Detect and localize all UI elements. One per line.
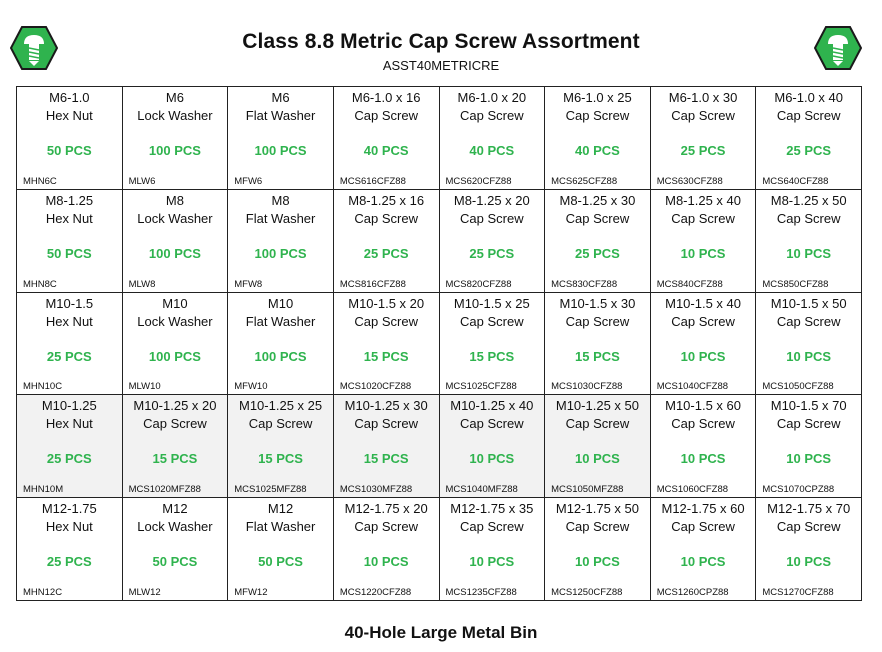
- cell-quantity: 10 PCS: [786, 451, 832, 467]
- cell-part-number: MFW12: [234, 587, 268, 598]
- bin-cell: [17, 395, 123, 498]
- cell-part-number: MCS1270CFZ88: [762, 587, 834, 598]
- cell-part-type: Cap Screw: [248, 416, 313, 432]
- cell-size: M8-1.25 x 30: [559, 192, 636, 208]
- cell-part-number: MHN10C: [23, 381, 63, 393]
- cell-size: M10-1.25: [41, 398, 97, 414]
- cell-part-number: MCS1030MFZ88: [339, 484, 413, 496]
- bin-cell: [334, 190, 440, 293]
- cell-quantity: 10 PCS: [469, 554, 515, 570]
- bin-cell: [440, 190, 546, 293]
- bin-cell: [17, 87, 123, 190]
- bin-cell: [651, 498, 757, 601]
- cell-part-type: Cap Screw: [354, 416, 418, 432]
- cell-part-type: Flat Washer: [245, 519, 316, 535]
- cell-part-number: MCS620CFZ88: [445, 175, 512, 187]
- cell-part-number: MCS1025CFZ88: [445, 381, 517, 393]
- cell-part-type: Cap Screw: [565, 108, 630, 123]
- cell-part-type: Cap Screw: [671, 416, 735, 432]
- cell-part-number: MCS1235CFZ88: [445, 587, 517, 598]
- assortment-code: ASST40METRICRE: [382, 58, 500, 73]
- bin-cell: [545, 395, 651, 498]
- cell-quantity: 25 PCS: [46, 348, 92, 364]
- cell-size: M10-1.5 x 50: [770, 295, 847, 311]
- bin-cell: [123, 87, 229, 190]
- cell-part-type: Cap Screw: [776, 519, 841, 535]
- cell-quantity: 15 PCS: [363, 348, 409, 364]
- cell-quantity: 25 PCS: [786, 143, 832, 158]
- cell-size: M10-1.25 x 40: [450, 398, 534, 414]
- cell-size: M8-1.25 x 50: [770, 192, 847, 208]
- cell-quantity: 25 PCS: [46, 451, 92, 467]
- cell-quantity: 100 PCS: [148, 348, 201, 364]
- bin-cell: [334, 87, 440, 190]
- bin-cell: [651, 293, 757, 396]
- cell-size: M6: [271, 90, 290, 105]
- cell-part-number: MLW6: [128, 175, 156, 187]
- cell-size: M10-1.25 x 30: [344, 398, 428, 414]
- cell-quantity: 100 PCS: [254, 348, 307, 364]
- bin-cell: [756, 395, 862, 498]
- cell-size: M10-1.25 x 25: [239, 398, 323, 414]
- cell-part-type: Hex Nut: [45, 313, 93, 329]
- cell-part-number: MCS1060CFZ88: [656, 484, 729, 496]
- cell-part-type: Cap Screw: [354, 519, 418, 535]
- cell-quantity: 15 PCS: [152, 451, 198, 467]
- cell-quantity: 10 PCS: [680, 554, 726, 570]
- cell-part-number: MCS625CFZ88: [551, 175, 618, 187]
- cell-quantity: 15 PCS: [258, 451, 303, 467]
- cell-quantity: 100 PCS: [254, 143, 307, 158]
- cell-part-type: Hex Nut: [45, 519, 93, 535]
- cell-part-type: Cap Screw: [776, 210, 841, 226]
- cell-part-number: MHN6C: [23, 175, 57, 187]
- bin-cell: [228, 395, 334, 498]
- cell-part-type: Cap Screw: [776, 313, 841, 329]
- cell-part-type: Cap Screw: [565, 313, 630, 329]
- cell-size: M10: [162, 295, 188, 311]
- cell-size: M8-1.25 x 16: [348, 192, 425, 208]
- cell-part-number: MLW10: [128, 381, 161, 393]
- cell-quantity: 10 PCS: [363, 554, 409, 570]
- cell-size: M12: [162, 501, 188, 517]
- bin-cell: [123, 498, 229, 601]
- cell-quantity: 10 PCS: [786, 554, 832, 570]
- cell-size: M6: [165, 90, 184, 105]
- bin-cell: [651, 87, 757, 190]
- cell-part-number: MCS850CFZ88: [762, 278, 829, 290]
- cell-part-number: MCS1250CFZ88: [551, 587, 623, 598]
- cell-part-type: Cap Screw: [565, 210, 630, 226]
- cell-quantity: 100 PCS: [254, 245, 307, 261]
- cell-quantity: 10 PCS: [680, 451, 726, 467]
- bin-cell: [440, 395, 546, 498]
- cell-size: M10-1.5 x 20: [348, 295, 425, 311]
- cell-part-number: MFW10: [234, 381, 268, 393]
- cell-part-type: Cap Screw: [460, 416, 524, 432]
- bin-cell: [545, 293, 651, 396]
- cell-quantity: 50 PCS: [46, 143, 92, 158]
- cell-size: M12-1.75 x 60: [661, 501, 745, 517]
- bin-cell: [651, 395, 757, 498]
- cell-size: M10-1.5 x 25: [453, 295, 530, 311]
- cell-quantity: 15 PCS: [575, 348, 620, 364]
- cell-quantity: 10 PCS: [469, 451, 515, 467]
- cell-part-number: MCS1020CFZ88: [339, 381, 412, 393]
- cell-size: M6-1.0 x 16: [351, 90, 421, 105]
- bin-cell: [440, 293, 546, 396]
- cell-quantity: 15 PCS: [469, 348, 515, 364]
- bin-cell: [334, 293, 440, 396]
- cell-part-number: MCS1220CFZ88: [339, 587, 412, 598]
- bin-cell: [756, 293, 862, 396]
- cell-quantity: 50 PCS: [152, 554, 198, 570]
- cell-part-number: MCS1070CPZ88: [762, 484, 835, 496]
- cell-size: M12-1.75 x 50: [555, 501, 639, 517]
- cell-quantity: 25 PCS: [680, 143, 726, 158]
- cell-part-number: MFW8: [234, 278, 263, 290]
- cell-quantity: 100 PCS: [148, 143, 201, 158]
- cell-size: M10-1.5 x 40: [665, 295, 741, 311]
- cell-quantity: 10 PCS: [786, 348, 832, 364]
- bin-cell: [440, 87, 546, 190]
- cell-size: M6-1.0 x 25: [563, 90, 632, 105]
- cell-quantity: 15 PCS: [363, 451, 409, 467]
- cell-part-number: MFW6: [234, 175, 263, 187]
- cell-part-number: MCS1025MFZ88: [234, 484, 307, 496]
- cell-quantity: 10 PCS: [575, 554, 620, 570]
- cell-part-number: MLW8: [128, 278, 156, 290]
- cell-part-type: Cap Screw: [671, 519, 735, 535]
- cell-part-type: Hex Nut: [45, 108, 93, 123]
- cell-quantity: 40 PCS: [469, 143, 515, 158]
- bin-cell: [756, 498, 862, 601]
- cell-quantity: 10 PCS: [786, 245, 832, 261]
- bin-cell: [651, 190, 757, 293]
- cell-size: M10-1.25 x 50: [555, 398, 639, 414]
- cell-part-number: MCS820CFZ88: [445, 278, 512, 290]
- cell-size: M8: [271, 192, 290, 208]
- cell-part-type: Flat Washer: [245, 108, 316, 123]
- cell-size: M12-1.75 x 20: [344, 501, 428, 517]
- cell-part-number: MCS1050MFZ88: [551, 484, 624, 496]
- cell-quantity: 25 PCS: [469, 245, 515, 261]
- cell-part-type: Cap Screw: [354, 108, 418, 123]
- cell-part-type: Lock Washer: [137, 210, 213, 226]
- cell-part-type: Cap Screw: [354, 210, 418, 226]
- cell-quantity: 40 PCS: [363, 143, 409, 158]
- bin-grid: [16, 86, 862, 601]
- cell-quantity: 10 PCS: [680, 348, 726, 364]
- bin-cell: [123, 190, 229, 293]
- cell-part-type: Cap Screw: [460, 313, 524, 329]
- bin-cell: [17, 293, 123, 396]
- cell-part-type: Cap Screw: [460, 210, 524, 226]
- cell-size: M10-1.5 x 30: [559, 295, 636, 311]
- cell-size: M6-1.0 x 40: [774, 90, 844, 105]
- cell-size: M12-1.75 x 35: [450, 501, 534, 517]
- bin-cell: [756, 190, 862, 293]
- bin-cell: [17, 498, 123, 601]
- cell-part-type: Hex Nut: [45, 416, 93, 432]
- bin-cell: [228, 498, 334, 601]
- cell-size: M10-1.25 x 20: [133, 398, 217, 414]
- page-title: Class 8.8 Metric Cap Screw Assortment: [242, 30, 640, 53]
- bin-cell: [17, 190, 123, 293]
- cell-quantity: 25 PCS: [46, 554, 92, 570]
- cell-part-type: Lock Washer: [137, 108, 213, 123]
- bin-cell: [545, 87, 651, 190]
- cell-size: M12-1.75: [41, 501, 97, 517]
- bin-cell: [228, 87, 334, 190]
- bin-cell: [334, 498, 440, 601]
- cell-part-number: MCS616CFZ88: [339, 175, 406, 187]
- cell-part-type: Cap Screw: [776, 416, 841, 432]
- cell-size: M6-1.0 x 30: [668, 90, 738, 105]
- cell-part-type: Lock Washer: [137, 313, 213, 329]
- footer-caption: 40-Hole Large Metal Bin: [344, 623, 538, 642]
- cell-part-number: MCS1030CFZ88: [551, 381, 623, 393]
- bin-cell: [545, 498, 651, 601]
- cell-part-number: MCS1260CPZ88: [656, 587, 729, 598]
- cell-quantity: 40 PCS: [575, 143, 620, 158]
- cell-part-number: MHN12C: [23, 587, 63, 598]
- bin-cell: [334, 395, 440, 498]
- cell-size: M8-1.25 x 40: [665, 192, 741, 208]
- cell-quantity: 100 PCS: [148, 245, 201, 261]
- cell-part-type: Flat Washer: [245, 313, 316, 329]
- cell-part-type: Cap Screw: [460, 108, 524, 123]
- bin-cell: [756, 87, 862, 190]
- cell-part-type: Cap Screw: [671, 108, 735, 123]
- cell-part-type: Cap Screw: [565, 416, 630, 432]
- cell-part-number: MCS840CFZ88: [656, 278, 723, 290]
- bin-cell: [545, 190, 651, 293]
- cell-part-type: Cap Screw: [776, 108, 841, 123]
- cell-part-number: MLW12: [128, 587, 161, 598]
- cell-part-number: MHN10M: [23, 484, 64, 496]
- cell-part-type: Cap Screw: [565, 519, 630, 535]
- cell-size: M12: [267, 501, 294, 517]
- bin-cell: [123, 293, 229, 396]
- bin-cell: [123, 395, 229, 498]
- cell-part-type: Cap Screw: [671, 313, 735, 329]
- cell-part-number: MCS1020MFZ88: [128, 484, 201, 496]
- cell-size: M8-1.25: [45, 192, 94, 208]
- cell-size: M10-1.5 x 60: [665, 398, 741, 414]
- cell-part-number: MCS816CFZ88: [339, 278, 406, 290]
- cell-size: M6-1.0 x 20: [457, 90, 527, 105]
- cell-part-number: MCS1040CFZ88: [656, 381, 729, 393]
- bin-cell: [228, 190, 334, 293]
- cell-size: M10-1.5 x 70: [770, 398, 847, 414]
- cell-quantity: 10 PCS: [575, 451, 620, 467]
- cell-quantity: 25 PCS: [575, 245, 620, 261]
- cell-quantity: 25 PCS: [363, 245, 409, 261]
- cell-quantity: 50 PCS: [258, 554, 303, 570]
- cell-part-type: Flat Washer: [245, 210, 316, 226]
- cell-part-type: Cap Screw: [671, 210, 735, 226]
- cell-part-number: MCS1040MFZ88: [445, 484, 518, 496]
- bin-cell: [440, 498, 546, 601]
- cell-part-type: Cap Screw: [354, 313, 418, 329]
- cell-part-type: Cap Screw: [143, 416, 207, 432]
- bin-cell: [228, 293, 334, 396]
- cell-quantity: 50 PCS: [46, 245, 92, 261]
- cell-size: M10-1.5: [45, 295, 94, 311]
- cell-part-type: Cap Screw: [460, 519, 524, 535]
- cell-quantity: 10 PCS: [680, 245, 726, 261]
- cell-part-number: MCS640CFZ88: [762, 175, 829, 187]
- cell-size: M12-1.75 x 70: [767, 501, 851, 517]
- cell-size: M8-1.25 x 20: [453, 192, 530, 208]
- cell-size: M8: [165, 192, 184, 208]
- cell-part-number: MHN8C: [23, 278, 57, 290]
- cell-part-type: Lock Washer: [137, 519, 213, 535]
- cell-part-number: MCS1050CFZ88: [762, 381, 834, 393]
- cell-size: M10: [267, 295, 294, 311]
- cell-part-number: MCS630CFZ88: [656, 175, 723, 187]
- cell-part-number: MCS830CFZ88: [551, 278, 618, 290]
- cell-part-type: Hex Nut: [45, 210, 93, 226]
- cell-size: M6-1.0: [49, 90, 90, 105]
